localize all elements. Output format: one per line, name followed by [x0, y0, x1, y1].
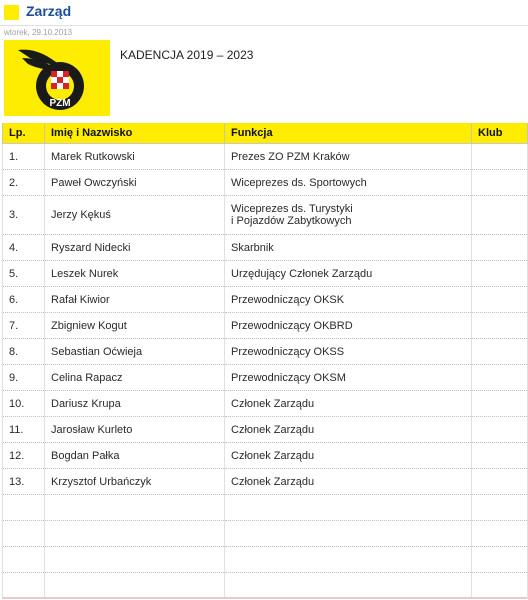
funkcja-line: Członek Zarządu: [231, 423, 315, 436]
cell-name: Marek Rutkowski: [45, 144, 225, 170]
funkcja-line: Urzędujący Członek Zarządu: [231, 267, 373, 280]
table-header-row: [3, 123, 528, 144]
cell-funkcja: [225, 144, 472, 170]
table-row: [3, 339, 528, 365]
funkcja-line: Wiceprezes ds. Sportowych: [231, 176, 367, 189]
table-row: [3, 170, 528, 196]
cell-funkcja: [225, 235, 472, 261]
funkcja-line: i Pojazdów Zabytkowych: [231, 215, 352, 227]
cell-lp: 11.: [3, 417, 45, 443]
column-header-lp: Lp.: [3, 123, 45, 144]
cell-name: Bogdan Pałka: [45, 443, 225, 469]
cell-name: Jarosław Kurleto: [45, 417, 225, 443]
funkcja-line: Przewodniczący OKBRD: [231, 319, 353, 332]
cell-funkcja: [225, 443, 472, 469]
cell-lp: 2.: [3, 170, 45, 196]
cell-name: [45, 495, 225, 521]
column-header-klub: Klub: [472, 123, 528, 144]
table-row: [3, 391, 528, 417]
table-row: [3, 469, 528, 495]
cell-funkcja: [225, 313, 472, 339]
cell-funkcja: [225, 365, 472, 391]
cell-klub: [472, 261, 528, 287]
cell-klub: [472, 443, 528, 469]
cell-lp: [3, 573, 45, 599]
funkcja-line: Przewodniczący OKSM: [231, 371, 346, 384]
table-row: [3, 417, 528, 443]
cell-klub: [472, 521, 528, 547]
cell-funkcja: [225, 170, 472, 196]
table-row: [3, 495, 528, 521]
cell-name: Sebastian Oćwieja: [45, 339, 225, 365]
cell-lp: 8.: [3, 339, 45, 365]
cell-lp: [3, 495, 45, 521]
cell-funkcja: [225, 261, 472, 287]
cell-funkcja: [225, 521, 472, 547]
cell-klub: [472, 573, 528, 599]
cell-lp: 1.: [3, 144, 45, 170]
cell-klub: [472, 170, 528, 196]
funkcja-line: Skarbnik: [231, 241, 274, 254]
cell-lp: 13.: [3, 469, 45, 495]
cell-name: Dariusz Krupa: [45, 391, 225, 417]
board-table: [2, 123, 528, 599]
funkcja-line: Przewodniczący OKSK: [231, 293, 345, 306]
cell-lp: 7.: [3, 313, 45, 339]
kadencja-heading: KADENCJA 2019 – 2023: [120, 48, 254, 62]
cell-name: Paweł Owczyński: [45, 170, 225, 196]
cell-funkcja: [225, 339, 472, 365]
cell-name: Jerzy Kękuś: [45, 196, 225, 235]
cell-lp: 10.: [3, 391, 45, 417]
cell-klub: [472, 365, 528, 391]
cell-lp: 3.: [3, 196, 45, 235]
header-divider: [0, 25, 528, 26]
logo-text: PZM: [49, 98, 71, 109]
cell-lp: 6.: [3, 287, 45, 313]
post-date: wtorek, 29.10.2013: [4, 28, 73, 37]
table-row: [3, 547, 528, 573]
cell-klub: [472, 417, 528, 443]
cell-name: Zbigniew Kogut: [45, 313, 225, 339]
table-row: [3, 196, 528, 235]
cell-klub: [472, 469, 528, 495]
cell-klub: [472, 313, 528, 339]
cell-name: Celina Rapacz: [45, 365, 225, 391]
table-row: [3, 443, 528, 469]
funkcja-line: Przewodniczący OKSS: [231, 345, 345, 358]
funkcja-line: Prezes ZO PZM Kraków: [231, 150, 350, 163]
cell-klub: [472, 547, 528, 573]
funkcja-line: Członek Zarządu: [231, 397, 315, 410]
cell-funkcja: [225, 417, 472, 443]
table-row: [3, 261, 528, 287]
table-row: [3, 521, 528, 547]
cell-funkcja: [225, 547, 472, 573]
table-bottom-rule: [2, 597, 527, 599]
cell-lp: [3, 521, 45, 547]
cell-funkcja: [225, 196, 472, 235]
cell-name: Rafał Kiwior: [45, 287, 225, 313]
cell-klub: [472, 339, 528, 365]
funkcja-line: Wiceprezes ds. Turystyki: [231, 203, 353, 215]
funkcja-line: Członek Zarządu: [231, 449, 315, 462]
cell-lp: [3, 547, 45, 573]
cell-funkcja: [225, 391, 472, 417]
cell-name: Ryszard Nidecki: [45, 235, 225, 261]
cell-funkcja: [225, 287, 472, 313]
cell-name: Leszek Nurek: [45, 261, 225, 287]
column-header-funkcja: Funkcja: [225, 123, 472, 144]
cell-klub: [472, 144, 528, 170]
table-row: [3, 573, 528, 599]
cell-klub: [472, 196, 528, 235]
cell-name: [45, 573, 225, 599]
page-title: Zarząd: [26, 3, 72, 19]
cell-funkcja: [225, 573, 472, 599]
cell-klub: [472, 495, 528, 521]
cell-klub: [472, 287, 528, 313]
table-row: [3, 144, 528, 170]
table-row: [3, 365, 528, 391]
cell-lp: 4.: [3, 235, 45, 261]
cell-name: [45, 521, 225, 547]
cell-klub: [472, 235, 528, 261]
cell-lp: 12.: [3, 443, 45, 469]
cell-lp: 5.: [3, 261, 45, 287]
cell-name: [45, 547, 225, 573]
table-row: [3, 235, 528, 261]
cell-name: Krzysztof Urbańczyk: [45, 469, 225, 495]
header-marker: [4, 5, 19, 20]
cell-funkcja: [225, 495, 472, 521]
pzm-logo: [4, 40, 110, 116]
cell-funkcja: [225, 469, 472, 495]
column-header-name: Imię i Nazwisko: [45, 123, 225, 144]
table-row: [3, 313, 528, 339]
cell-klub: [472, 391, 528, 417]
funkcja-line: Członek Zarządu: [231, 475, 315, 488]
cell-lp: 9.: [3, 365, 45, 391]
page-header: [0, 0, 528, 24]
pzm-logo-icon: [4, 40, 110, 116]
table-row: [3, 287, 528, 313]
